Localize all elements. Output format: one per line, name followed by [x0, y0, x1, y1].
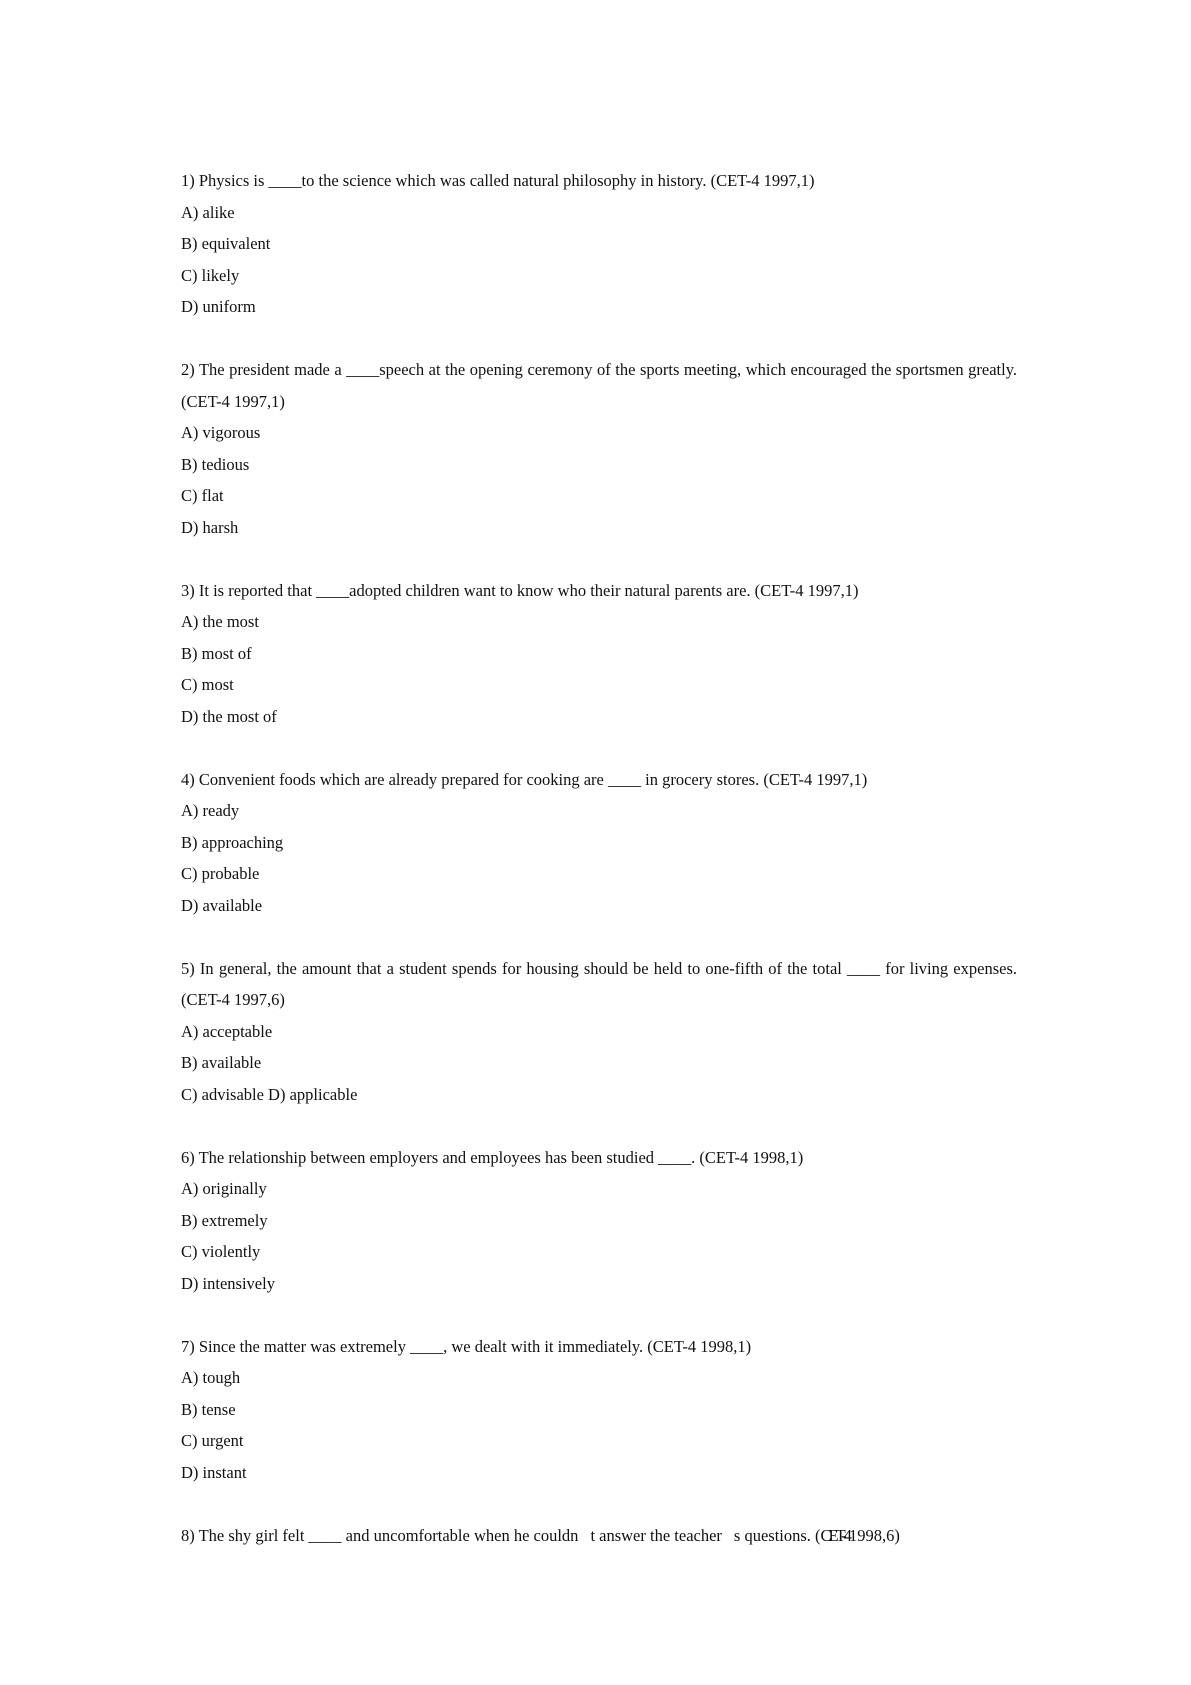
option-a: A) acceptable	[181, 1021, 273, 1041]
option-c-d: C) advisable D) applicable	[181, 1084, 358, 1104]
option-c: C) most	[181, 675, 234, 694]
stem-part: 8) The shy girl felt ____ and uncomfortable when he couldn	[181, 1525, 579, 1545]
question-3	[181, 575, 1017, 733]
option-b: B) available	[181, 1053, 262, 1072]
question-8	[181, 1520, 1017, 1552]
option-b: B) equivalent	[181, 234, 271, 253]
option-d: D) instant	[181, 1462, 247, 1482]
option-a: A) ready	[181, 801, 240, 820]
option-c: C) violently	[181, 1242, 261, 1261]
question-stem: 7) Since the matter was extremely ____, we dealt with it immediately. (CET-4 1998,1)	[181, 1336, 752, 1356]
question-stem: 6) The relationship between employers and employees has been studied ____. (CET-4 1998,1)	[181, 1147, 804, 1167]
question-7	[181, 1331, 1017, 1489]
stem-part: s questions. (	[733, 1525, 821, 1545]
option-a: A) alike	[181, 202, 235, 222]
question-list	[181, 165, 1017, 1583]
question-stem: 3) It is reported that ____adopted children want to know who their natural parents are. (CET-4 1997,1)	[181, 580, 859, 600]
option-b: B) extremely	[181, 1210, 268, 1230]
option-a: A) tough	[181, 1368, 241, 1387]
question-stem: 2) The president made a ____speech at the opening ceremony of the sports meeting, which encouraged the sportsmen greatly. (CET-4 1997,1)	[181, 360, 1017, 411]
option-d: D) available	[181, 895, 263, 915]
option-b: B) tedious	[181, 454, 250, 474]
option-a: A) the most	[181, 612, 259, 631]
option-c: C) probable	[181, 864, 260, 883]
option-d: D) harsh	[181, 517, 239, 537]
option-c: C) likely	[181, 265, 240, 285]
question-stem: 5) In general, the amount that a student spends for housing should be held to one-fifth of the total ____ for living expenses. (CET-4 1997,6)	[181, 958, 1017, 1009]
option-d: D) the most of	[181, 706, 277, 726]
question-1	[181, 165, 1017, 323]
option-d: D) intensively	[181, 1273, 275, 1293]
question-stem	[181, 1520, 1017, 1552]
option-a: A) vigorous	[181, 423, 261, 442]
option-d: D) uniform	[181, 297, 256, 316]
question-2	[181, 354, 1017, 543]
option-b: B) most of	[181, 643, 252, 663]
stem-part: 1998,6)	[848, 1525, 900, 1545]
question-stem: 1) Physics is ____to the science which was called natural philosophy in history. (CET-4 1997,1)	[181, 171, 815, 190]
stem-part-overlapping: CET-4	[820, 1525, 849, 1545]
question-5	[181, 953, 1017, 1111]
option-c: C) urgent	[181, 1431, 244, 1450]
option-b: B) tense	[181, 1399, 236, 1419]
option-c: C) flat	[181, 486, 224, 505]
option-b: B) approaching	[181, 832, 284, 852]
question-6	[181, 1142, 1017, 1300]
question-4	[181, 764, 1017, 922]
option-a: A) originally	[181, 1179, 267, 1198]
question-stem: 4) Convenient foods which are already prepared for cooking are ____ in grocery stores. (CET-4 1997,1)	[181, 769, 868, 789]
stem-part: t answer the teacher	[590, 1525, 722, 1545]
